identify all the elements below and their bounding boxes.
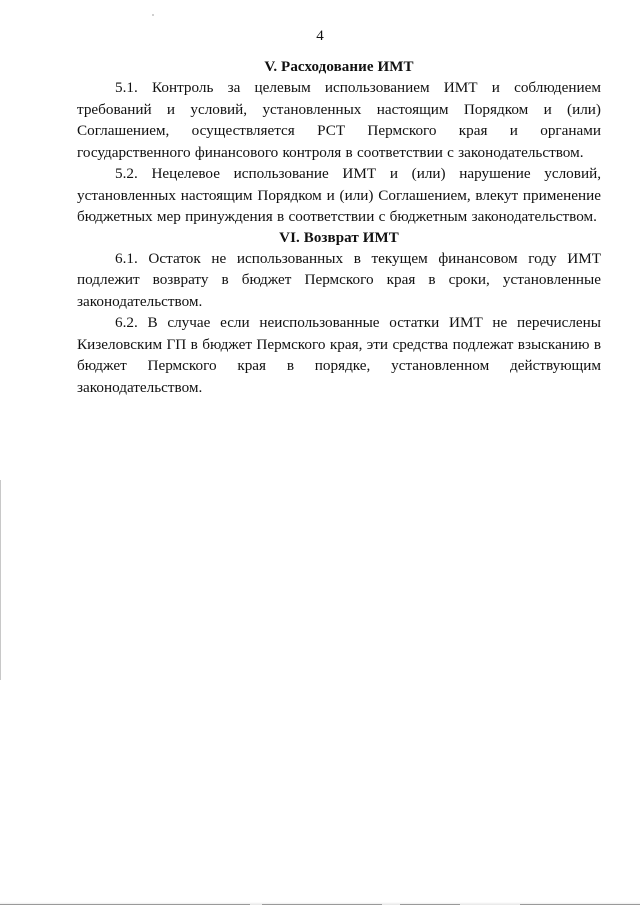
paragraph-6-1: 6.1. Остаток не использованных в текущем финансовом году ИМТ подлежит возврату в бюджет Пермского края в сроки, установленные законодательством. bbox=[77, 249, 601, 310]
paragraph-5-1: 5.1. Контроль за целевым использованием ИМТ и соблюдением требований и условий, установленных настоящим Порядком и (или) Соглашением, осуществляется РСТ Пермского края и органами государственного финансового контроля в соответствии с законодательством. bbox=[77, 79, 601, 161]
section-title-vi: VI. Возврат ИМТ bbox=[279, 229, 399, 246]
page-number: 4 bbox=[316, 28, 324, 44]
document-body bbox=[77, 57, 601, 398]
paragraph-6-2: 6.2. В случае если неиспользованные остатки ИМТ не перечислены Кизеловским ГП в бюджет Пермского края, эти средства подлежат взысканию в бюджет Пермского края в порядке, установленном действующим законодательством. bbox=[77, 314, 601, 396]
scan-speck bbox=[152, 14, 154, 16]
section-title-v: V. Расходование ИМТ bbox=[264, 59, 414, 75]
scan-edge-line bbox=[0, 480, 1, 680]
paragraph-5-2: 5.2. Нецелевое использование ИМТ и (или) нарушение условий, установленных настоящим Порядком и (или) Соглашением, влекут применение бюджетных мер принуждения в соответствии с бюджетным законодательством. bbox=[77, 165, 601, 225]
